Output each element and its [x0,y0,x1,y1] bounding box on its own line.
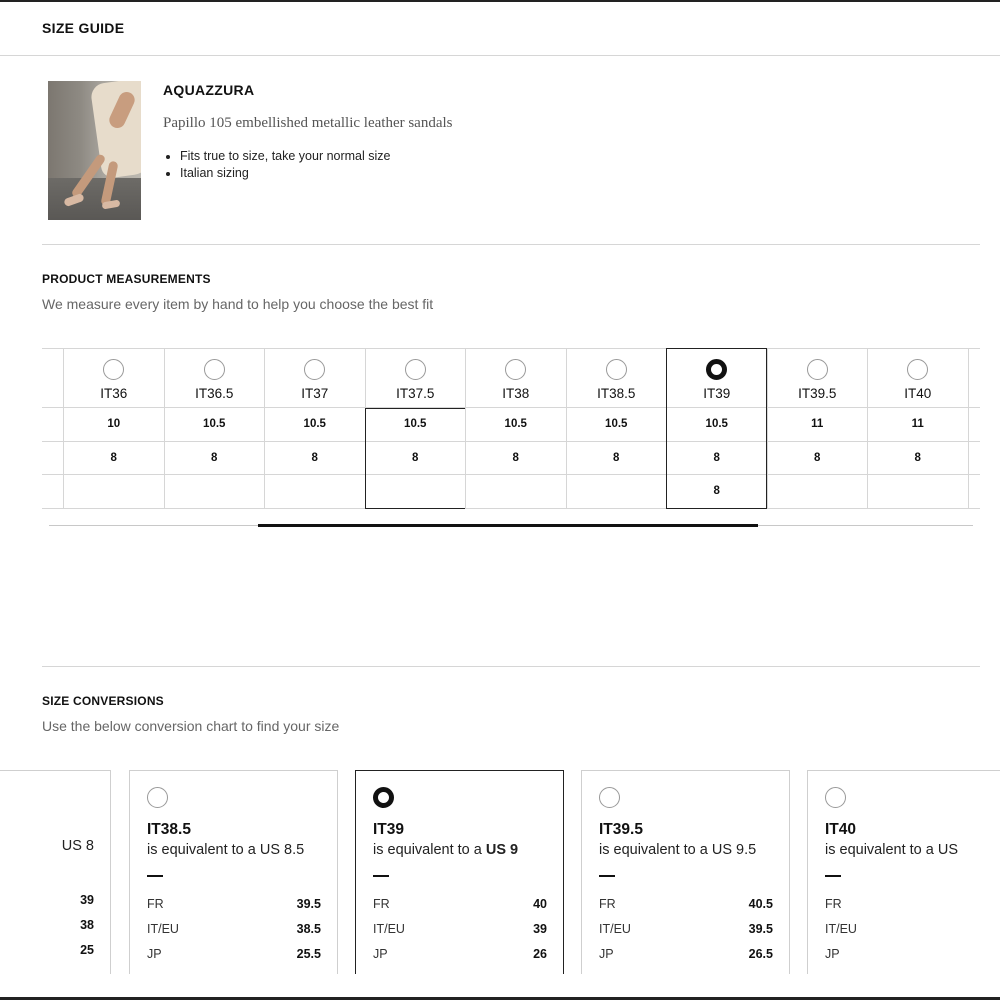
conversion-row-it-eu: IT/EU [825,921,857,936]
measurement-cell: 8 [667,442,767,476]
conversion-row-jp: JP [825,946,840,961]
card-divider [373,875,389,877]
size-radio[interactable] [599,787,620,808]
size-radio[interactable] [606,359,627,380]
measurement-cell: 10.5 [667,408,767,442]
conversion-row-fr: FR [825,896,842,911]
size-column-overflow [968,348,981,509]
table-row-labels [42,348,63,510]
card-size: IT40 [825,821,857,838]
card-divider [825,875,841,877]
table-scroll-thumb[interactable] [258,524,758,527]
size-label: IT36 [100,386,128,401]
size-label: IT36.5 [195,386,234,401]
conversion-row-fr: FR 40 [373,896,547,911]
size-radio[interactable] [304,359,325,380]
measurement-cell: 8 [768,442,868,476]
conversion-card-it38-5[interactable] [129,770,338,974]
header-divider [0,55,1000,56]
conversion-row-fr: FR 40.5 [599,896,773,911]
size-radio[interactable] [807,359,828,380]
measurement-cell: 8 [466,442,566,476]
size-header[interactable] [165,348,265,408]
size-radio[interactable] [907,359,928,380]
size-radio[interactable] [505,359,526,380]
conversion-card-it39-5[interactable] [581,770,790,974]
measurement-cell: 10 [64,408,164,442]
product-brand: AQUAZZURA [163,82,255,98]
size-radio[interactable] [825,787,846,808]
size-column-it37[interactable] [264,348,365,509]
card-us-equivalent: US 8 [61,838,94,854]
measurement-cell [165,475,265,509]
size-label: IT39 [703,386,731,401]
size-column-it36[interactable] [63,348,164,509]
measurement-cell: 8 [165,442,265,476]
conversion-cards [0,770,1000,974]
measurement-cell [466,475,566,509]
measurement-cell: 11 [868,408,968,442]
measurement-cell [768,475,868,509]
size-label: IT37.5 [396,386,435,401]
measurement-cell: 8 [265,442,365,476]
conversion-row-jp: JP 26 [373,946,547,961]
measurements-columns [63,348,980,509]
measurements-title: PRODUCT MEASUREMENTS [42,272,211,286]
measurement-cell: 10.5 [466,408,566,442]
section-divider [42,244,980,245]
size-radio[interactable] [147,787,168,808]
conversion-card-it40[interactable] [807,770,1000,974]
size-header[interactable] [667,348,767,408]
fr-value: 39 [80,892,94,907]
window-top-edge [0,0,1000,2]
size-label: IT39.5 [798,386,837,401]
conversions-subtitle: Use the below conversion chart to find your size [42,718,340,734]
card-size: IT39.5 [599,821,643,838]
measurement-cell: 8 [64,442,164,476]
fit-notes [180,148,391,182]
measurement-cell [265,475,365,509]
card-divider [599,875,615,877]
card-us-equivalent: is equivalent to a US 8.5 [147,842,305,858]
section-divider [42,666,980,667]
conversions-title: SIZE CONVERSIONS [42,694,164,708]
fit-note: • Fits true to size, take your normal size [180,148,391,165]
size-header[interactable] [64,348,164,408]
measurement-cell: 8 [667,475,767,509]
size-header[interactable] [466,348,566,408]
measurement-cell [567,475,667,509]
measurement-cell: 10.5 [366,408,466,442]
measurement-cell [868,475,968,509]
card-size: IT39 [373,821,405,838]
page-title: SIZE GUIDE [42,20,125,36]
size-header[interactable] [366,348,466,408]
card-us-equivalent: is equivalent to a US 9.5 [599,842,757,858]
size-radio[interactable] [706,359,727,380]
product-image [48,81,141,220]
size-radio[interactable] [103,359,124,380]
conversion-row-jp: JP 25.5 [147,946,321,961]
measurement-cell: 10.5 [265,408,365,442]
card-us-equivalent: is equivalent to a US [825,842,959,858]
size-label: IT40 [904,386,932,401]
size-column-it37-5[interactable] [365,348,466,509]
measurements-subtitle: We measure every item by hand to help you choose the best fit [42,296,434,312]
measurement-cell: 8 [567,442,667,476]
jp-value: 25 [80,942,94,957]
product-name: Papillo 105 embellished metallic leather sandals [163,115,453,131]
size-column-it40[interactable] [867,348,968,509]
card-us-equivalent: is equivalent to a US 9 [373,842,519,858]
measurement-cell: 10.5 [567,408,667,442]
size-header[interactable] [868,348,968,408]
card-divider [147,875,163,877]
size-radio[interactable] [204,359,225,380]
conversion-row-it-eu: IT/EU 38.5 [147,921,321,936]
measurement-cell: 11 [768,408,868,442]
size-header[interactable] [265,348,365,408]
measurements-table[interactable] [42,348,980,510]
size-column-it39[interactable] [666,348,767,509]
size-column-it38[interactable] [465,348,566,509]
size-radio[interactable] [373,787,394,808]
conversion-row-it-eu: IT/EU 39.5 [599,921,773,936]
it-eu-value: 38 [80,917,94,932]
size-label: IT38.5 [597,386,636,401]
size-column-it36-5[interactable] [164,348,265,509]
size-column-it39-5[interactable] [767,348,868,509]
measurement-cell: 10.5 [165,408,265,442]
size-column-it38-5[interactable] [566,348,667,509]
conversion-row-it-eu: IT/EU 39 [373,921,547,936]
measurement-cell [64,475,164,509]
conversion-card-it39[interactable] [355,770,564,974]
size-header[interactable] [768,348,868,408]
measurement-cell [366,475,466,509]
conversion-card-partial[interactable] [0,770,111,974]
size-label: IT37 [301,386,329,401]
size-label: IT38 [502,386,530,401]
measurement-cell: 8 [868,442,968,476]
size-header[interactable] [567,348,667,408]
fit-note: • Italian sizing [180,165,391,182]
card-size: IT38.5 [147,821,191,838]
size-radio[interactable] [405,359,426,380]
conversion-row-fr: FR 39.5 [147,896,321,911]
measurement-cell: 8 [366,442,466,476]
conversion-row-jp: JP 26.5 [599,946,773,961]
